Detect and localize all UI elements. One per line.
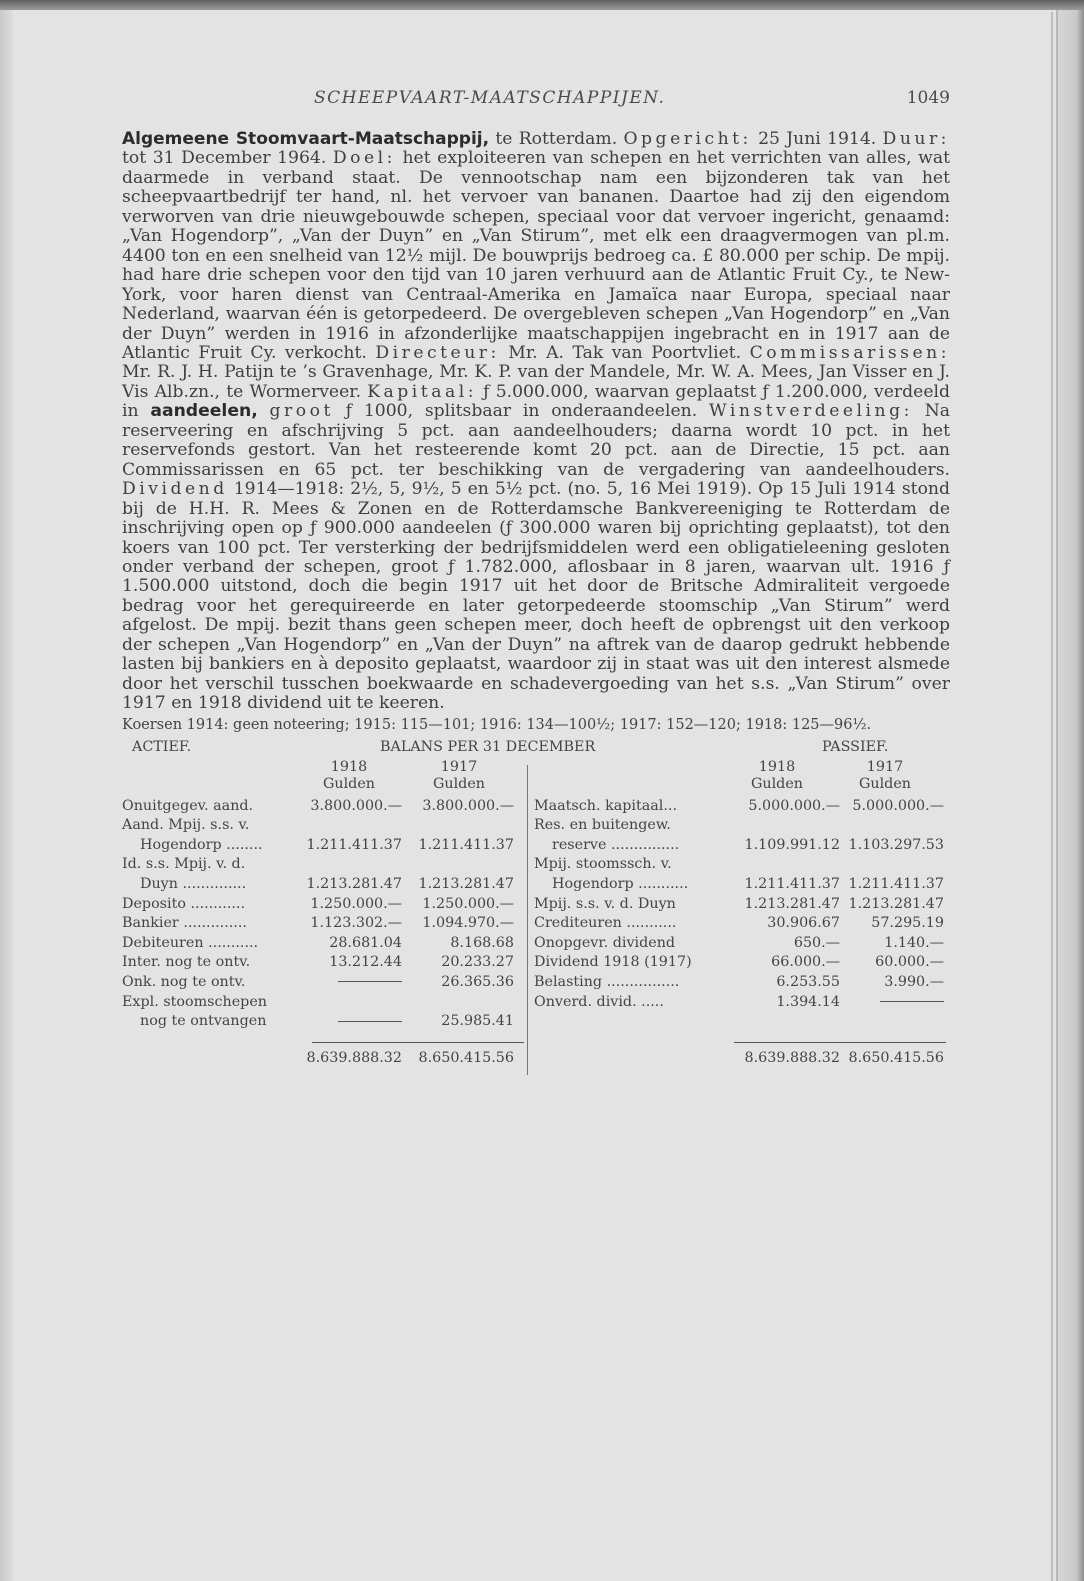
entry-text: 25 Juni 1914. xyxy=(751,129,883,149)
value-1917: 20.233.27 xyxy=(441,954,514,971)
value-1918: 1.213.281.47 xyxy=(306,875,402,892)
passief-row xyxy=(534,953,950,972)
empty-value-dash xyxy=(338,973,402,992)
passief-row xyxy=(534,797,950,816)
row-label: Mpij. stoomssch. v. xyxy=(534,856,672,873)
year-1917: 1917 xyxy=(440,758,478,775)
row-label: Expl. stoomschepen xyxy=(122,993,268,1010)
company-name: Algemeene Stoomvaart-Maatschappij, xyxy=(122,129,490,149)
label-directeur: Directeur: xyxy=(375,342,500,363)
value-1918: 1.211.411.37 xyxy=(306,836,402,853)
label-duur: Duur: xyxy=(882,129,950,149)
label-dividend: Dividend xyxy=(122,479,228,500)
passief-row xyxy=(534,914,950,933)
value-1917: 3.800.000.— xyxy=(422,797,514,814)
passief-row xyxy=(534,973,950,992)
page-number: 1049 xyxy=(906,88,950,108)
actief-row xyxy=(122,1012,522,1031)
value-1917: 1.213.281.47 xyxy=(418,875,514,892)
value-1918: 650.— xyxy=(793,934,840,951)
label-kapitaal: Kapitaal: xyxy=(367,381,477,402)
actief-total-row xyxy=(122,1049,522,1068)
label-aandeelen: aandeelen, xyxy=(150,401,258,422)
row-label: Belasting ................ xyxy=(534,973,680,990)
share-prices: Koersen 1914: geen noteering; 1915: 115—101; 1916: 134—100½; 1917: 152—120; 1918: 125—96½. xyxy=(122,716,872,733)
row-label: Crediteuren ........... xyxy=(534,915,677,932)
entry-text: Mr. R. J. H. Patijn te ’s Gravenhage, Mr. K. P. van der Mandele, Mr. W. A. Mees, Jan Visser en J. Vis Alb.zn., te Wormerveer. xyxy=(122,362,950,402)
passief-row xyxy=(534,855,950,874)
page-content xyxy=(122,88,950,1079)
value-1917: 8.168.68 xyxy=(450,934,514,951)
actief-row xyxy=(122,953,522,972)
entry-text: ƒ 1000, splitsbaar in onderaandeelen. xyxy=(333,401,709,422)
passief-total-1917: 8.650.415.56 xyxy=(848,1049,944,1066)
entry-text: Na reserveering en afschrijving 5 pct. aan aandeelhouders; daarna wordt 10 pct. in het reservefonds gestort. Van het resteerende komt 20 pct. aan de Directie, 15 pct. aan Commissarissen en 65 pct. ter beschikking van de vergadering van aandeelhouders. xyxy=(122,401,951,480)
value-1918: 66.000.— xyxy=(771,954,840,971)
value-1918: 6.253.55 xyxy=(776,973,840,990)
value-1917: 57.295.19 xyxy=(871,915,944,932)
entry-text: Mr. A. Tak van Poortvliet. xyxy=(499,342,750,363)
label-commissarissen: Commissarissen: xyxy=(749,342,950,363)
page-fold-line xyxy=(1051,12,1053,1581)
value-1917: 1.094.970.— xyxy=(422,915,514,932)
label-winstverdeeling: Winstverdeeling: xyxy=(708,401,913,422)
dash-rule xyxy=(880,1001,944,1002)
row-label: Onopgevr. dividend xyxy=(534,934,676,951)
running-title: SCHEEPVAART-MAATSCHAPPIJEN. xyxy=(314,88,666,108)
balance-sheet xyxy=(122,739,950,1079)
value-1918: 1.213.281.47 xyxy=(744,895,840,912)
entry-text: te Rotterdam. xyxy=(489,129,624,149)
value-1917: 60.000.— xyxy=(875,954,944,971)
passief-row xyxy=(534,836,950,855)
row-label: Onverd. divid. ..... xyxy=(534,993,664,1010)
unit-label: Gulden xyxy=(858,775,912,792)
actief-row xyxy=(122,797,522,816)
row-label: Deposito ............ xyxy=(122,895,246,912)
passief-total-1918: 8.639.888.32 xyxy=(744,1049,840,1066)
actief-row xyxy=(122,836,522,855)
value-1917: 25.985.41 xyxy=(441,1013,514,1030)
row-label: Id. s.s. Mpij. v. d. xyxy=(122,856,246,873)
running-head xyxy=(122,88,950,118)
value-1918: 1.123.302.— xyxy=(310,915,402,932)
row-label: Aand. Mpij. s.s. v. xyxy=(122,817,250,834)
value-1918: 1.211.411.37 xyxy=(744,875,840,892)
value-1918: 3.800.000.— xyxy=(310,797,402,814)
actief-row xyxy=(122,855,522,874)
unit-label: Gulden xyxy=(750,775,804,792)
row-label: Onuitgegev. aand. xyxy=(122,797,254,814)
value-1917: 1.211.411.37 xyxy=(848,875,944,892)
dash-rule xyxy=(338,1021,402,1022)
value-1918: 1.394.14 xyxy=(776,993,840,1010)
value-1917: 26.365.36 xyxy=(441,973,514,990)
value-1917: 3.990.— xyxy=(884,973,944,990)
passief-row xyxy=(534,993,950,1012)
value-1917: 1.103.297.53 xyxy=(848,836,944,853)
value-1918: 5.000.000.— xyxy=(748,797,840,814)
passief-row xyxy=(534,816,950,835)
row-label: Mpij. s.s. v. d. Duyn xyxy=(534,895,676,912)
balance-header xyxy=(122,739,950,759)
unit-label: Gulden xyxy=(322,775,376,792)
empty-value-dash xyxy=(880,993,944,1012)
actief-row xyxy=(122,816,522,835)
value-1918: 30.906.67 xyxy=(767,915,840,932)
company-entry xyxy=(122,130,950,714)
scan-top-edge xyxy=(0,0,1084,10)
value-1918: 1.250.000.— xyxy=(310,895,402,912)
actief-row xyxy=(122,973,522,992)
row-label: reserve ............... xyxy=(552,836,680,853)
row-label: Hogendorp ........ xyxy=(140,836,263,853)
actief-total-1917: 8.650.415.56 xyxy=(418,1049,514,1066)
row-label: Onk. nog te ontv. xyxy=(122,973,246,990)
actief-row xyxy=(122,895,522,914)
passief-total-row xyxy=(534,1049,950,1068)
dash-rule xyxy=(338,981,402,982)
row-label: Inter. nog te ontv. xyxy=(122,954,251,971)
row-label: Bankier .............. xyxy=(122,915,247,932)
passief-row xyxy=(534,895,950,914)
actief-row xyxy=(122,993,522,1012)
row-label: Res. en buitengew. xyxy=(534,817,671,834)
value-1917: 1.250.000.— xyxy=(422,895,514,912)
page-right-edge xyxy=(1058,10,1084,1581)
year-1918: 1918 xyxy=(330,758,368,775)
actief-title: ACTIEF. xyxy=(132,738,192,755)
year-1917: 1917 xyxy=(866,758,904,775)
entry-text xyxy=(258,401,270,421)
value-1918: 28.681.04 xyxy=(329,934,402,951)
entry-text: 1914—1918: 2½, 5, 9½, 5 en 5½ pct. (no. 5, 16 Mei 1919). Op 15 Juli 1914 stond bij de H.H. R. Mees & Zonen en de Rotterdamsche Bankvereeniging te Rotterdam de inschrijving open op ƒ 900.000 aandeelen (ƒ 300.000 waren bij oprichting geplaatst), tot den koers van 100 pct. Ter versterking der bedrijfsmiddelen werd een obligatieleening gesloten onder verband der schepen, groot ƒ 1.782.000, aflosbaar in 8 jaren, waarvan ult. 1916 ƒ 1.500.000 uitstond, doch die begin 1917 uit het door de Britsche Admiraliteit vergoede bedrag voor het gerequireerde en later getorpedeerde stoomschip „Van Stirum” werd afgelost. De mpij. bezit thans geen schepen meer, doch heeft de opbrengst uit den verkoop der schepen „Van Hogendorp” en „Van der Duyn” na aftrek van de daarop gedrukt hebbende lasten bij bankiers en à deposito geplaatst, waardoor zij in staat was uit den interest alsmede door het verschil tusschen boekwaarde en schadevergoeding van het s.s. „Van Stirum” over 1917 en 1918 dividend uit te keeren. xyxy=(122,479,950,714)
actief-total-1918: 8.639.888.32 xyxy=(306,1049,402,1066)
row-label: nog te ontvangen xyxy=(140,1013,267,1030)
value-1918: 1.109.991.12 xyxy=(744,836,840,853)
row-label: Hogendorp ........... xyxy=(552,875,689,892)
label-doel: Doel: xyxy=(332,148,396,169)
value-1918: 13.212.44 xyxy=(329,954,402,971)
value-1917: 1.211.411.37 xyxy=(418,836,514,853)
label-groot: groot xyxy=(269,401,334,422)
unit-label: Gulden xyxy=(432,775,486,792)
label-opgericht: Opgericht: xyxy=(623,129,752,149)
row-label: Maatsch. kapitaal... xyxy=(534,797,677,814)
year-1918: 1918 xyxy=(758,758,796,775)
value-1917: 5.000.000.— xyxy=(852,797,944,814)
entry-text: ƒ 5.000.000, waarvan geplaatst ƒ 1.200.000, verdeeld in xyxy=(122,381,950,422)
actief-row xyxy=(122,914,522,933)
actief-row xyxy=(122,934,522,953)
actief-row xyxy=(122,875,522,894)
passief-row xyxy=(534,875,950,894)
passief-row xyxy=(534,934,950,953)
value-1917: 1.140.— xyxy=(884,934,944,951)
row-label: Dividend 1918 (1917) xyxy=(534,954,692,971)
row-label: Debiteuren ........... xyxy=(122,934,259,951)
entry-text: het exploiteeren van schepen en het verrichten van alles, wat daarmede in verband staat. De vennootschap nam een bijzonderen tak van het scheepvaartbedrijf ter hand, nl. het vervoer van bananen. Daartoe had zij den eigendom verworven van drie nieuwgebouwde schepen, speciaal voor dat vervoer ingericht, genaamd: „Van Hogendorp”, „Van der Duyn” en „Van Stirum”, met elk een draagvermogen van pl.m. 4400 ton en een snelheid van 12½ mijl. De bouwprijs bedroeg ca. £ 80.000 per schip. De mpij. had hare drie schepen voor den tijd van 10 jaren verhuurd aan de Atlantic Fruit Cy., te New-York, voor haren dienst van Centraal-Amerika en Jamaïca naar Europa, speciaal naar Nederland, waarvan één is getorpedeerd. De overgebleven schepen „Van Hogendorp” en „Van der Duyn” werden in 1916 in afzonderlijke maatschappijen ingebracht en in 1917 aan de Atlantic Fruit Cy. verkocht. xyxy=(122,148,950,363)
entry-text: tot 31 December 1964. xyxy=(122,148,333,169)
row-label: Duyn .............. xyxy=(140,875,247,892)
balance-title: BALANS PER 31 DECEMBER xyxy=(380,738,596,755)
total-rule xyxy=(734,1042,946,1043)
column-divider xyxy=(527,765,528,1075)
value-1917: 1.213.281.47 xyxy=(848,895,944,912)
page-left-edge xyxy=(0,10,14,1581)
empty-value-dash xyxy=(338,1012,402,1031)
passief-title: PASSIEF. xyxy=(822,738,889,755)
total-rule xyxy=(312,1042,524,1043)
column-headers xyxy=(122,759,950,795)
